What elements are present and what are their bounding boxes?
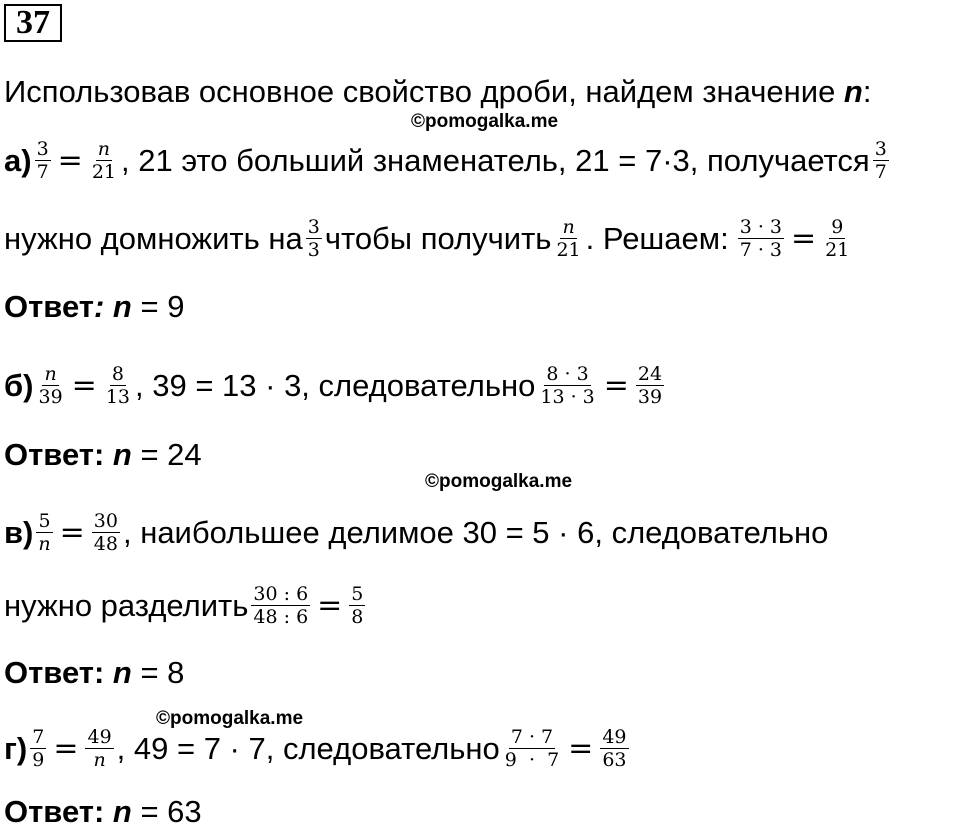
part-a-line-2 — [4, 216, 854, 261]
fraction: $\frac{30}{48}$ — [93, 510, 118, 555]
fraction: $\frac{9}{21}$ — [825, 216, 850, 261]
part-v-line-1 — [4, 510, 828, 555]
answer-a — [4, 289, 184, 325]
fraction: $\frac{n}{39}$ — [38, 363, 63, 408]
fraction: $\frac{49}{n}$ — [87, 726, 112, 771]
fraction: $\frac{7}{9}$ — [32, 726, 45, 771]
answer-label: Ответ: — [4, 655, 105, 690]
fraction: $\frac{5}{8}$ — [351, 583, 364, 628]
part-a-text-3: чтобы получить — [324, 220, 552, 256]
part-b-text-1: , 39 = 13 · 3, следовательно — [135, 367, 536, 403]
fraction: $\frac{30 : 6}{48 : 6}$ — [253, 583, 309, 628]
part-a-label: а) — [4, 142, 32, 178]
answer-b — [4, 437, 202, 473]
fraction: $\frac{24}{39}$ — [637, 363, 663, 408]
intro-var: n — [843, 74, 863, 109]
part-v-text-2: нужно разделить — [4, 587, 249, 623]
fraction: $\frac{3}{7}$ — [874, 138, 887, 183]
fraction: $\frac{3}{3}$ — [307, 216, 320, 261]
part-v-label: в) — [4, 514, 34, 550]
fraction: $\frac{8 \cdot 3}{13 \cdot 3}$ — [540, 363, 595, 408]
part-a-text-4: . Решаем: — [585, 220, 729, 256]
part-g-label: г) — [4, 730, 28, 766]
equals-sign: = — [603, 367, 629, 403]
part-v-line-2 — [4, 583, 368, 628]
watermark-2: ©pomogalka.me — [425, 471, 573, 492]
answer-var: n — [112, 437, 132, 472]
equals-sign: = — [59, 514, 85, 550]
fraction: $\frac{n}{21}$ — [556, 216, 581, 261]
equals-sign: = — [57, 142, 83, 178]
part-a-text-2: нужно домножить на — [4, 220, 303, 256]
part-g-line — [4, 726, 632, 771]
part-v-text-1: , наибольшее делимое 30 = 5 · 6, следовательно — [122, 514, 829, 550]
watermark-1: ©pomogalka.me — [411, 111, 559, 132]
answer-value: = 24 — [131, 437, 202, 472]
part-a-line-1 — [4, 138, 892, 183]
answer-value: = 8 — [131, 655, 185, 690]
answer-var: n — [112, 794, 132, 829]
equals-sign: = — [791, 220, 817, 256]
fraction: $\frac{49}{63}$ — [602, 726, 627, 771]
answer-var: n — [112, 289, 132, 324]
fraction: $\frac{3 \cdot 3}{7 \cdot 3}$ — [739, 216, 783, 261]
equals-sign: = — [53, 730, 79, 766]
answer-v — [4, 655, 184, 691]
equals-sign: = — [568, 730, 594, 766]
fraction: $\frac{8}{13}$ — [105, 363, 130, 408]
intro-colon: : — [862, 74, 872, 109]
fraction: $\frac{n}{21}$ — [91, 138, 116, 183]
intro-text: Использовав основное свойство дроби, найдем значение — [4, 74, 844, 109]
task-number: 37 — [4, 4, 62, 42]
watermark-3: ©pomogalka.me — [156, 708, 304, 729]
fraction: $\frac{7 \cdot 7}{9 \cdot 7}$ — [504, 726, 560, 771]
equals-sign: = — [317, 587, 343, 623]
answer-g — [4, 794, 202, 830]
equals-sign: = — [71, 367, 97, 403]
answer-label: Ответ: — [4, 794, 105, 829]
answer-value: = 63 — [131, 794, 202, 829]
answer-value: = 9 — [131, 289, 185, 324]
intro-line — [4, 74, 871, 110]
part-g-text-1: , 49 = 7 · 7, следовательно — [116, 730, 500, 766]
part-b-line — [4, 363, 667, 408]
fraction: $\frac{3}{7}$ — [36, 138, 49, 183]
answer-colon: : — [93, 289, 105, 324]
answer-label: Ответ — [4, 289, 94, 324]
part-a-text-1: , 21 это больший знаменатель, 21 = 7·3, получается — [121, 142, 870, 178]
answer-var: n — [112, 655, 132, 690]
part-b-label: б) — [4, 367, 34, 403]
answer-label: Ответ: — [4, 437, 105, 472]
fraction: $\frac{5}{n}$ — [38, 510, 51, 555]
